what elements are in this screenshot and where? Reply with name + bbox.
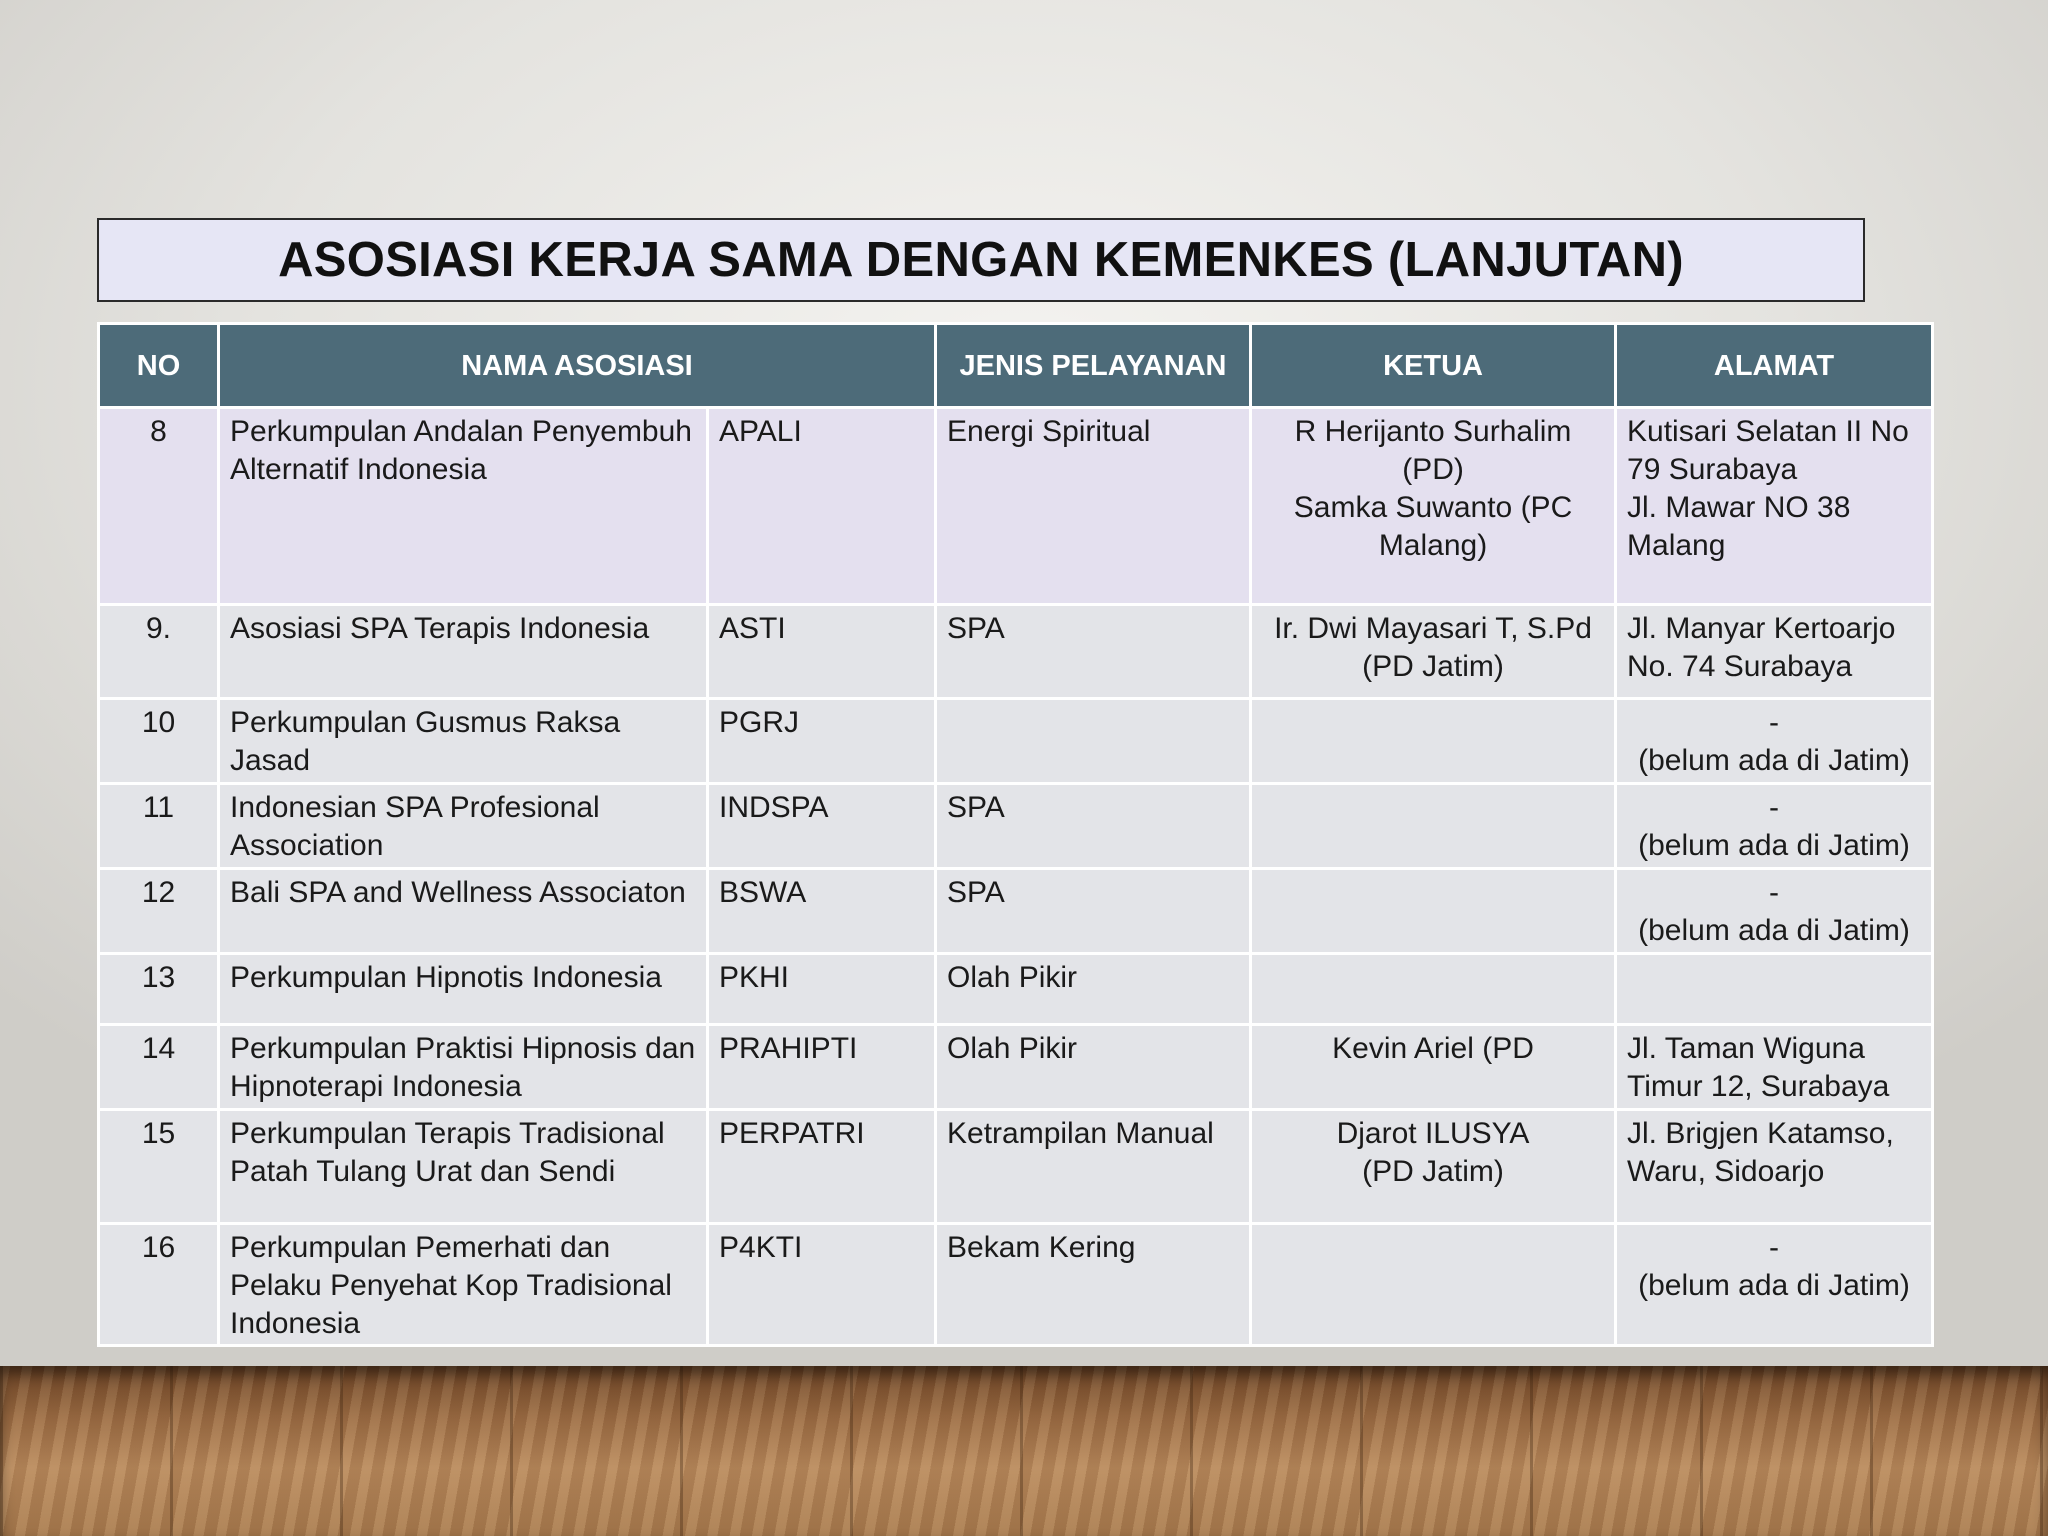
title-box (97, 218, 1865, 302)
cell-singkatan: PGRJ (708, 699, 936, 784)
wood-floor-background (0, 1366, 2048, 1536)
table-header-row (99, 324, 1933, 408)
alamat-line: - (belum ada di Jatim) (1638, 1231, 1910, 1302)
cell-jenis: Olah Pikir (936, 954, 1251, 1025)
cell-jenis: SPA (936, 869, 1251, 954)
cell-no: 11 (99, 784, 219, 869)
cell-ketua (1251, 699, 1616, 784)
cell-jenis: Bekam Kering (936, 1224, 1251, 1346)
cell-no: 9. (99, 605, 219, 699)
cell-singkatan: P4KTI (708, 1224, 936, 1346)
cell-alamat (1616, 408, 1933, 605)
table-row (99, 784, 1933, 869)
cell-ketua (1251, 869, 1616, 954)
cell-alamat: Jl. Manyar Kertoarjo No. 74 Surabaya (1616, 605, 1933, 699)
header-no: NO (99, 324, 219, 408)
header-jenis: JENIS PELAYANAN (936, 324, 1251, 408)
cell-singkatan: BSWA (708, 869, 936, 954)
cell-no: 14 (99, 1025, 219, 1110)
cell-alamat (1616, 954, 1933, 1025)
cell-alamat (1616, 1224, 1933, 1346)
cell-no: 15 (99, 1110, 219, 1224)
header-nama: NAMA ASOSIASI (219, 324, 936, 408)
alamat-line: Kutisari Selatan II No 79 Surabaya Jl. Mawar NO 38 Malang (1627, 415, 1909, 562)
cell-no: 16 (99, 1224, 219, 1346)
cell-jenis: Ketrampilan Manual (936, 1110, 1251, 1224)
alamat-line: - (belum ada di Jatim) (1638, 791, 1910, 862)
cell-jenis: SPA (936, 605, 1251, 699)
table-row (99, 1025, 1933, 1110)
cell-nama: Bali SPA and Wellness Associaton (219, 869, 708, 954)
cell-no: 8 (99, 408, 219, 605)
cell-singkatan: INDSPA (708, 784, 936, 869)
cell-singkatan: ASTI (708, 605, 936, 699)
alamat-line: - (belum ada di Jatim) (1638, 706, 1910, 777)
cell-alamat (1616, 869, 1933, 954)
cell-ketua (1251, 954, 1616, 1025)
cell-jenis (936, 699, 1251, 784)
cell-alamat (1616, 699, 1933, 784)
table-row (99, 869, 1933, 954)
cell-singkatan: APALI (708, 408, 936, 605)
cell-jenis: SPA (936, 784, 1251, 869)
header-ketua: KETUA (1251, 324, 1616, 408)
cell-alamat (1616, 784, 1933, 869)
ketua-line: Djarot ILUSYA (PD Jatim) (1336, 1117, 1530, 1188)
cell-singkatan: PKHI (708, 954, 936, 1025)
cell-nama: Perkumpulan Hipnotis Indonesia (219, 954, 708, 1025)
table-row (99, 699, 1933, 784)
alamat-line: - (belum ada di Jatim) (1638, 876, 1910, 947)
page-title: ASOSIASI KERJA SAMA DENGAN KEMENKES (LANJUTAN) (278, 233, 1684, 287)
cell-no: 13 (99, 954, 219, 1025)
cell-singkatan: PRAHIPTI (708, 1025, 936, 1110)
cell-ketua: Kevin Ariel (PD (1251, 1025, 1616, 1110)
cell-no: 12 (99, 869, 219, 954)
cell-alamat: Jl. Brigjen Katamso, Waru, Sidoarjo (1616, 1110, 1933, 1224)
ketua-line: Ir. Dwi Mayasari T, S.Pd (PD Jatim) (1274, 612, 1592, 683)
cell-nama: Indonesian SPA Profesional Association (219, 784, 708, 869)
cell-nama: Perkumpulan Andalan Penyembuh Alternatif Indonesia (219, 408, 708, 605)
table-row (99, 408, 1933, 605)
cell-ketua (1251, 408, 1616, 605)
cell-ketua (1251, 784, 1616, 869)
association-table (97, 322, 1934, 1347)
cell-nama: Perkumpulan Praktisi Hipnosis dan Hipnoterapi Indonesia (219, 1025, 708, 1110)
table-row (99, 954, 1933, 1025)
ketua-line: R Herijanto Surhalim (PD) Samka Suwanto (PC Malang) (1293, 415, 1573, 562)
cell-nama: Asosiasi SPA Terapis Indonesia (219, 605, 708, 699)
cell-alamat: Jl. Taman Wiguna Timur 12, Surabaya (1616, 1025, 1933, 1110)
cell-jenis: Olah Pikir (936, 1025, 1251, 1110)
cell-ketua (1251, 605, 1616, 699)
table-row (99, 1110, 1933, 1224)
cell-ketua (1251, 1224, 1616, 1346)
table-row (99, 1224, 1933, 1346)
cell-nama: Perkumpulan Pemerhati dan Pelaku Penyehat Kop Tradisional Indonesia (219, 1224, 708, 1346)
cell-nama: Perkumpulan Terapis Tradisional Patah Tulang Urat dan Sendi (219, 1110, 708, 1224)
cell-no: 10 (99, 699, 219, 784)
table-row (99, 605, 1933, 699)
cell-ketua (1251, 1110, 1616, 1224)
cell-nama: Perkumpulan Gusmus Raksa Jasad (219, 699, 708, 784)
cell-singkatan: PERPATRI (708, 1110, 936, 1224)
header-alamat: ALAMAT (1616, 324, 1933, 408)
cell-jenis: Energi Spiritual (936, 408, 1251, 605)
